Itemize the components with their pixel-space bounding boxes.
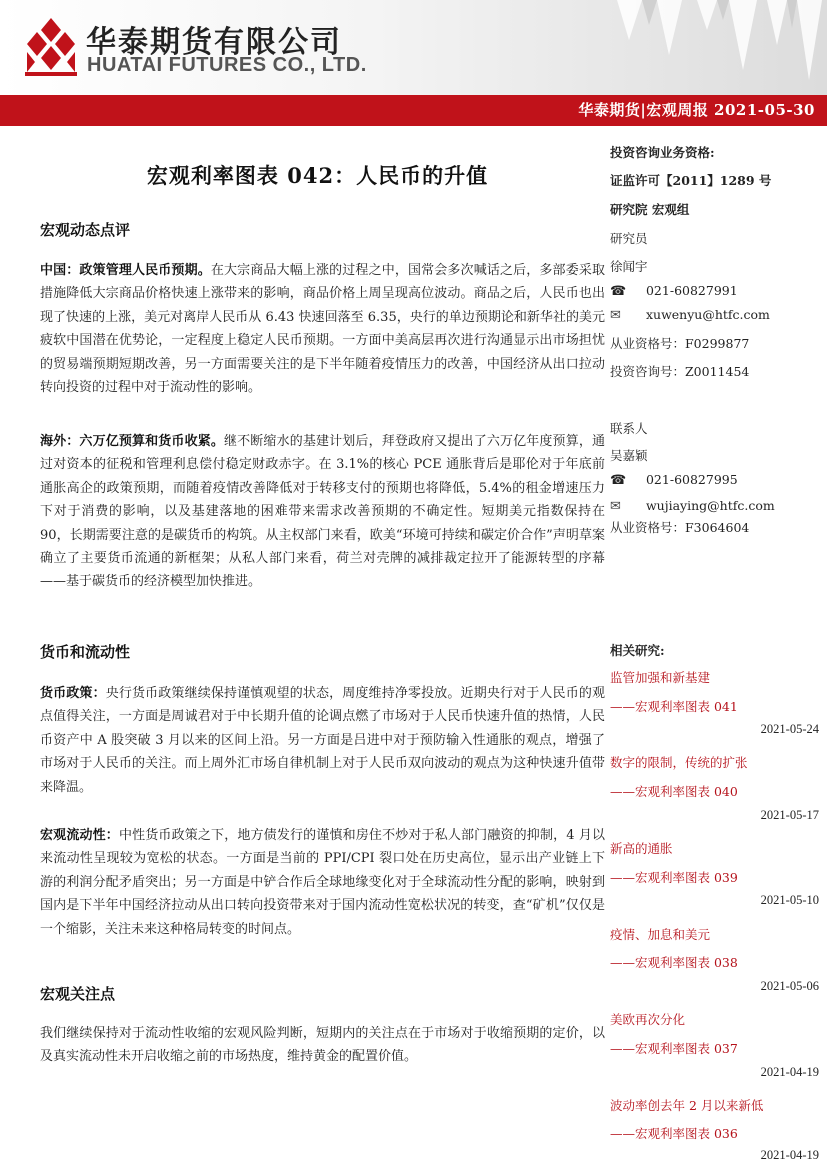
section-heading-liquidity: 货币和流动性	[40, 643, 131, 661]
qualification-license: 证监许可【2011】1289 号	[610, 173, 772, 188]
paragraph-body: 继不断缩水的基建计划后，拜登政府又提出了六万亿年度预算，通过对资本的征税和管理利息偿付稳定财政赤字。在 3.1%的核心 PCE 通胀背后是耶伦对于年底前通胀高企的政策预期，而随着疫情改善降低对于转移支付的预期也将降低，5.4%的租金增速压力下对于消费的影响，以及基建落地的困难带来需求改善预期的不确定性。短期美元指数保持在 90，长期需要注意的是碳货币的构筑。从主权部门来看，欧美“环境可持续和碳定价合作”声明草案确立了主要货币流通的新框架；从私人部门来看，荷兰对壳牌的减排裁定拉开了能源转型的序幕——基于碳货币的经济模型加快推进。	[40, 434, 605, 590]
related-item-series[interactable]: ——宏观利率图表 039	[610, 870, 738, 885]
department: 研究院 宏观组	[610, 202, 690, 217]
related-item-series[interactable]: ——宏观利率图表 037	[610, 1041, 738, 1056]
phone-number: 021-60827991	[645, 283, 738, 298]
paragraph-overseas	[40, 430, 605, 615]
researcher-advisory: 投资咨询号：Z0011454	[610, 364, 750, 379]
related-item-date: 2021-05-06	[760, 979, 819, 993]
report-info-bar	[0, 95, 827, 126]
related-item-title[interactable]: 疫情、加息和美元	[610, 927, 711, 942]
title-wrap	[40, 160, 605, 190]
email-address[interactable]: wujiaying@htfc.com	[645, 498, 775, 513]
header-decoration	[467, 0, 827, 95]
paragraph-lead: 中国：政策管理人民币预期。	[40, 263, 211, 278]
paragraph-lead: 宏观流动性：	[40, 828, 119, 843]
envelope-icon: ✉	[610, 499, 621, 514]
company-name-en: HUATAI FUTURES CO., LTD.	[87, 54, 367, 76]
paragraph-lead: 货币政策：	[40, 686, 106, 701]
researcher-name: 徐闻宇	[610, 259, 648, 274]
contact-phone	[610, 472, 820, 488]
paragraph-macro-liquidity	[40, 824, 605, 959]
role-researcher: 研究员	[610, 231, 648, 246]
related-item-date: 2021-05-17	[760, 808, 819, 822]
paragraph-monetary-policy	[40, 682, 605, 817]
contact-name: 吴嘉颖	[610, 448, 648, 463]
related-item-title[interactable]: 美欧再次分化	[610, 1012, 686, 1027]
qualification-title: 投资咨询业务资格:	[610, 145, 715, 160]
paragraph-body: 央行货币政策继续保持谨慎观望的状态，周度维持净零投放。近期央行对于人民币的观点值得关注，一方面是周诚君对于中长期升值的论调点燃了市场对于人民币快速升值的热情，人民币资产中 A 股突破 3 月以来的区间上沿。另一方面是吕进中对于预防输入性通胀的观点，增强了市场对于人民币的关注。而上周外汇市场自律机制上对于人民币双向波动的观点为这种快速升值带来降温。	[40, 686, 605, 795]
related-item-title[interactable]: 数字的限制，传统的扩张	[610, 755, 748, 770]
report-info-text: 华泰期货|宏观周报 2021-05-30	[578, 101, 815, 119]
related-item-date: 2021-05-24	[760, 722, 819, 736]
related-item-title[interactable]: 波动率创去年 2 月以来新低	[610, 1098, 764, 1113]
paragraph-body: 中性货币政策之下，地方债发行的谨慎和房住不炒对于私人部门融资的抑制，4 月以来流动性呈现较为宽松的状态。一方面是当前的 PPI/CPI 裂口处在历史高位，显示出产业链上下游的利润分配矛盾突出；另一方面是中铲合作后全球地缘变化对于全球流动性分配的影响，映射到国内是下半年中国经济拉动从出口转向投资带来对于国内流动性宽松状况的转变，查“矿机”仅仅是一个缩影，关注未来这种格局转变的时间点。	[40, 828, 605, 937]
related-item-series[interactable]: ——宏观利率图表 038	[610, 955, 738, 970]
role-contact: 联系人	[610, 421, 648, 436]
related-item-title[interactable]: 监管加强和新基建	[610, 670, 711, 685]
paragraph-focus	[40, 1022, 605, 1074]
email-address[interactable]: xuwenyu@htfc.com	[645, 307, 770, 322]
related-item-series[interactable]: ——宏观利率图表 040	[610, 784, 738, 799]
contact-cert: 从业资格号：F3064604	[610, 520, 750, 535]
related-item-series[interactable]: ——宏观利率图表 041	[610, 699, 738, 714]
related-item-series[interactable]: ——宏观利率图表 036	[610, 1126, 738, 1141]
related-item-title[interactable]: 新高的通胀	[610, 841, 673, 856]
envelope-icon: ✉	[610, 308, 621, 323]
phone-icon: ☎	[610, 284, 627, 299]
contact-email[interactable]	[610, 498, 820, 514]
paragraph-body: 我们继续保持对于流动性收缩的宏观风险判断，短期内的关注点在于市场对于收缩预期的定价，以及真实流动性未开启收缩之前的市场热度，维持黄金的配置价值。	[40, 1026, 605, 1065]
researcher-email[interactable]	[610, 307, 820, 323]
related-item-date: 2021-04-19	[760, 1148, 819, 1162]
related-item-date: 2021-04-19	[760, 1065, 819, 1079]
huatai-logo-icon	[25, 18, 77, 76]
company-name-cn: 华泰期货有限公司	[86, 25, 342, 60]
section-heading-focus: 宏观关注点	[40, 985, 116, 1003]
researcher-cert: 从业资格号：F0299877	[610, 336, 750, 351]
related-item-date: 2021-05-10	[760, 893, 819, 907]
page-title: 宏观利率图表 042：人民币的升值	[146, 163, 489, 188]
phone-number: 021-60827995	[645, 472, 738, 487]
related-research-title: 相关研究:	[610, 643, 665, 658]
paragraph-china	[40, 259, 605, 419]
phone-icon: ☎	[610, 473, 627, 488]
researcher-phone	[610, 283, 820, 299]
paragraph-lead: 海外：六万亿预算和货币收紧。	[40, 434, 224, 449]
section-heading-macro-comment: 宏观动态点评	[40, 221, 131, 239]
paragraph-body: 在大宗商品大幅上涨的过程之中，国常会多次喊话之后，多部委采取措施降低大宗商品价格快速上涨带来的影响，商品价格上周呈现高位波动。商品之后，人民币也出现了快速的上涨，美元对离岸人民币从 6.43 快速回落至 6.35，央行的单边预期论和新华社的美元疲软中国潜在优势论，一定程度上稳定人民币预期。一方面中美高层再次进行沟通显示出市场担忧的贸易端预期短期改善，另一方面需要关注的是下半年随着疫情压力的改善，中国经济从出口拉动转向投资的过程中对于流动性的影响。	[40, 263, 605, 396]
page-header	[0, 0, 827, 95]
